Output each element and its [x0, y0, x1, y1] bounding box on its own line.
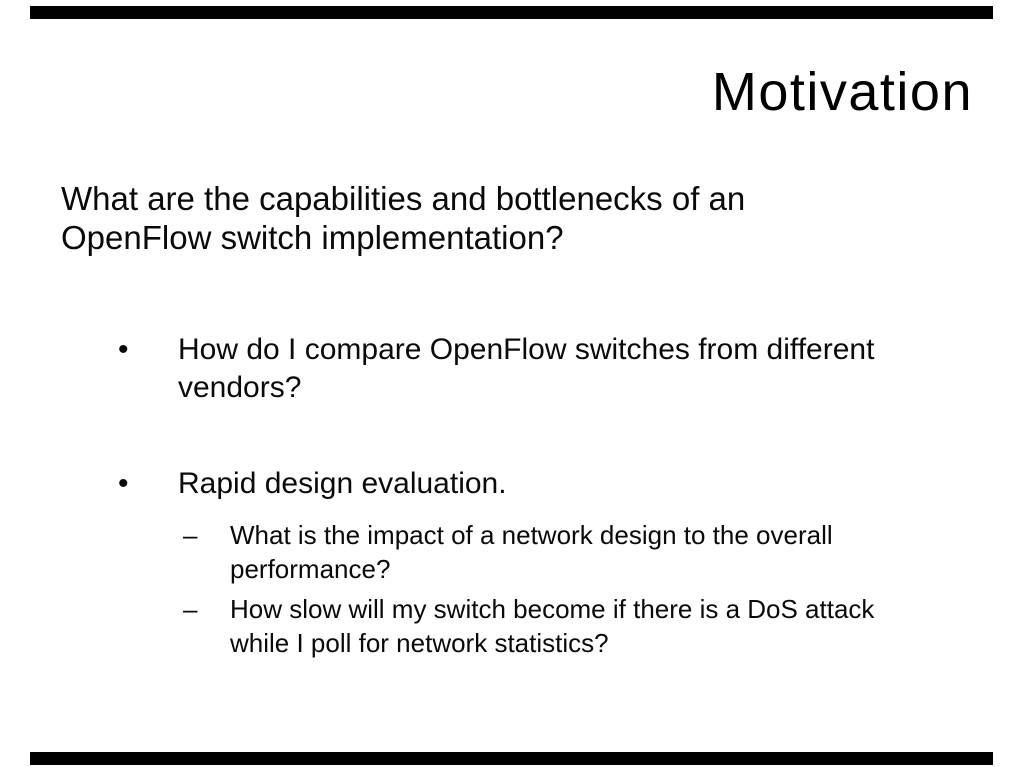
intro-line-2: OpenFlow switch implementation?	[61, 219, 564, 256]
bullet-item-rapid-design	[118, 465, 507, 503]
bullet-text-line-1: How do I compare OpenFlow switches from different	[178, 333, 875, 366]
dash-marker-icon: –	[183, 520, 198, 550]
intro-line-1: What are the capabilities and bottlenecks of an	[61, 180, 746, 217]
top-letterbox-bar	[30, 6, 993, 19]
intro-paragraph	[61, 179, 745, 257]
sub-bullet-item-network-design-impact	[183, 518, 833, 586]
bullet-marker-icon: •	[118, 333, 129, 366]
bullet-text-line-2: vendors?	[178, 371, 302, 404]
sub-bullet-text-line-2: while I poll for network statistics?	[230, 628, 609, 658]
bottom-letterbox-bar	[30, 752, 993, 765]
bullet-marker-icon: •	[118, 467, 129, 500]
bullet-text	[178, 331, 874, 407]
sub-bullet-text-line-2: performance?	[230, 554, 391, 584]
sub-bullet-text	[230, 592, 874, 660]
slide-title: Motivation	[711, 62, 973, 122]
sub-bullet-item-dos-attack	[183, 592, 874, 660]
bullet-item-compare-switches	[118, 331, 874, 407]
sub-bullet-text-line-1: What is the impact of a network design to the overall	[230, 520, 833, 550]
dash-marker-icon: –	[183, 594, 198, 624]
sub-bullet-text	[230, 518, 833, 586]
bullet-text	[178, 465, 507, 503]
bullet-text-line-1: Rapid design evaluation.	[178, 467, 507, 500]
sub-bullet-text-line-1: How slow will my switch become if there is a DoS attack	[230, 594, 875, 624]
